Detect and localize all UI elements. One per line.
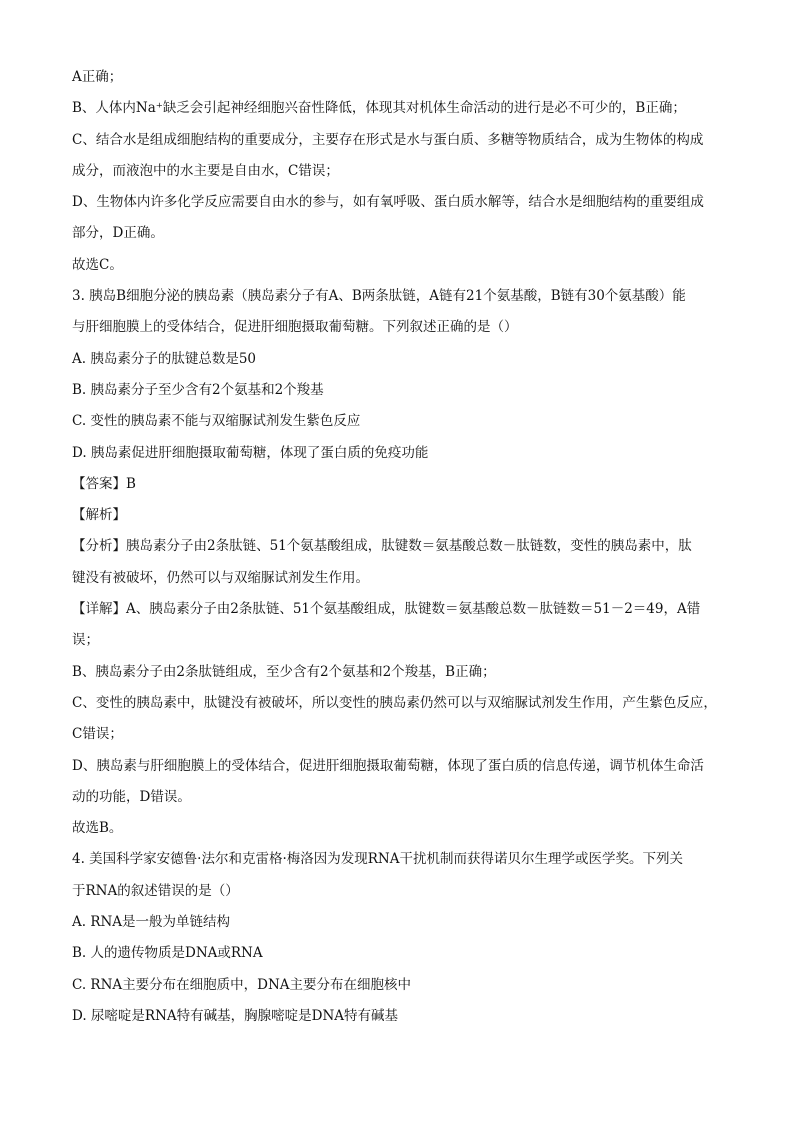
text-line: A正确；	[72, 69, 123, 85]
text-line: 键没有被破坏，仍然可以与双缩脲试剂发生作用。	[72, 569, 369, 586]
text-line: 误；	[72, 632, 99, 649]
text-line: D. 胰岛素促进肝细胞摄取葡萄糖，体现了蛋白质的免疫功能	[72, 444, 429, 461]
text-line: C. RNA主要分布在细胞质中，DNA主要分布在细胞核中	[72, 976, 412, 993]
text-line: C错误；	[72, 726, 123, 743]
text-line: 成分，而液泡中的水主要是自由水，C错误；	[72, 162, 339, 179]
text-line: 故选C。	[72, 256, 123, 273]
text-line: 部分，D正确。	[72, 225, 164, 242]
text-line: B. 人的遗传物质是DNA或RNA	[72, 945, 263, 962]
text-line: D、胰岛素与肝细胞膜上的受体结合，促进肝细胞摄取葡萄糖，体现了蛋白质的信息传递，调节机体生命活	[72, 757, 704, 774]
text-line: D. 尿嘧啶是RNA特有碱基，胸腺嘧啶是DNA特有碱基	[72, 1007, 399, 1024]
text-line: C. 变性的胰岛素不能与双缩脲试剂发生紫色反应	[72, 413, 361, 430]
text-line: 故选B。	[72, 820, 123, 837]
text-line: B. 胰岛素分子至少含有2个氨基和2个羧基	[72, 381, 324, 398]
text-line: B、胰岛素分子由2条肽链组成，至少含有2个氨基和2个羧基，B正确；	[72, 663, 496, 680]
text-line: C、结合水是组成细胞结构的重要成分，主要存在形式是水与蛋白质、多糖等物质结合，成为生物体的构成	[72, 131, 704, 148]
document-page	[72, 62, 724, 1032]
text-line: C、变性的胰岛素中，肽键没有被破坏，所以变性的胰岛素仍然可以与双缩脲试剂发生作用，产生紫色反应，	[72, 694, 717, 711]
text-line: A. RNA是一般为单链结构	[72, 914, 231, 931]
text-line: 【答案】B	[72, 475, 136, 492]
text-line: 【分析】胰岛素分子由2条肽链、51个氨基酸组成，肽键数＝氨基酸总数－肽链数，变性的胰岛素中，肽	[72, 538, 692, 555]
text-line: 动的功能，D错误。	[72, 788, 191, 805]
text-line: 4. 美国科学家安德鲁·法尔和克雷格·梅洛因为发现RNA干扰机制而获得诺贝尔生理学或医学奖。下列关	[72, 851, 683, 868]
text-line: 【详解】A、胰岛素分子由2条肽链、51个氨基酸组成，肽键数＝氨基酸总数－肽链数＝51－2＝49，A错	[72, 601, 701, 618]
text-line: 与肝细胞膜上的受体结合，促进肝细胞摄取葡萄糖。下列叙述正确的是（）	[72, 319, 518, 336]
text-line: 3. 胰岛B细胞分泌的胰岛素（胰岛素分子有A、B两条肽链，A链有21个氨基酸，B链有30个氨基酸）能	[72, 288, 686, 305]
text-line: A. 胰岛素分子的肽键总数是50	[72, 350, 257, 367]
text-line: 于RNA的叙述错误的是（）	[72, 882, 239, 899]
text-line: B、人体内Na⁺缺乏会引起神经细胞兴奋性降低，体现其对机体生命活动的进行是必不可少的，B正确；	[72, 100, 686, 117]
text-line: 【解析】	[72, 507, 126, 524]
text-line: D、生物体内许多化学反应需要自由水的参与，如有氧呼吸、蛋白质水解等，结合水是细胞结构的重要组成	[72, 194, 704, 211]
